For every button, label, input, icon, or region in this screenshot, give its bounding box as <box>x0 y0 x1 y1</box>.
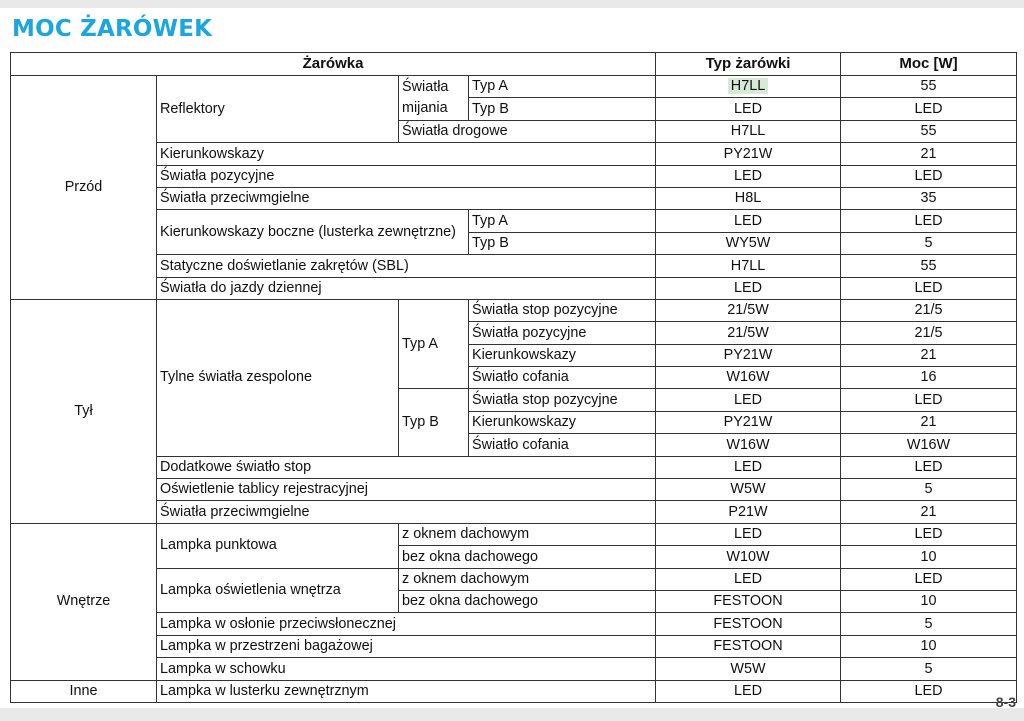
label-type-a: Typ A <box>469 76 656 98</box>
bulb-type-value: PY21W <box>656 344 841 366</box>
label-position-lights: Światła pozycyjne <box>469 322 656 344</box>
bulb-type-value: LED <box>656 277 841 299</box>
bulb-type-value: W10W <box>656 546 841 568</box>
label-visor-lamp: Lampka w osłonie przeciwsłonecznej <box>157 613 656 635</box>
label-type-a: Typ A <box>399 299 469 389</box>
label-room-lamp: Lampka oświetlenia wnętrza <box>157 568 399 613</box>
label-position-lights: Światła pozycyjne <box>157 165 656 187</box>
table-row <box>11 658 1017 680</box>
label-indicators: Kierunkowskazy <box>469 411 656 433</box>
power-value: 21 <box>841 143 1017 165</box>
bulb-type-value: FESTOON <box>656 590 841 612</box>
bulb-type-value: PY21W <box>656 143 841 165</box>
bulb-type-value: W16W <box>656 367 841 389</box>
label-reverse-light: Światło cofania <box>469 434 656 456</box>
power-value: 10 <box>841 590 1017 612</box>
label-stop-position: Światła stop pozycyjne <box>469 389 656 411</box>
table-row <box>11 165 1017 187</box>
power-value: 21 <box>841 344 1017 366</box>
label-low-beam: Światła mijania <box>399 76 469 121</box>
power-value: LED <box>841 277 1017 299</box>
power-value: 55 <box>841 255 1017 277</box>
table-row <box>11 501 1017 523</box>
label-mirror-lamp: Lampka w lusterku zewnętrznym <box>157 680 656 702</box>
power-value: 5 <box>841 479 1017 501</box>
document-page <box>0 8 1024 708</box>
bulb-type-value: H7LL <box>656 255 841 277</box>
label-rear-combo: Tylne światła zespolone <box>157 299 399 456</box>
label-side-indicators: Kierunkowskazy boczne (lusterka zewnętrzne) <box>157 210 469 255</box>
label-fog-lights: Światła przeciwmgielne <box>157 187 656 209</box>
header-bulb-type: Typ żarówki <box>656 53 841 76</box>
power-value: 5 <box>841 658 1017 680</box>
bulb-type-value: LED <box>656 523 841 545</box>
power-value: LED <box>841 568 1017 590</box>
bulb-type-value: LED <box>656 568 841 590</box>
table-row <box>11 613 1017 635</box>
bulb-type-value: WY5W <box>656 232 841 254</box>
power-value: 35 <box>841 187 1017 209</box>
power-value: 55 <box>841 120 1017 142</box>
power-value: LED <box>841 680 1017 702</box>
label-glovebox-lamp: Lampka w schowku <box>157 658 656 680</box>
label-reverse-light: Światło cofania <box>469 367 656 389</box>
power-value: LED <box>841 98 1017 120</box>
label-type-b: Typ B <box>469 98 656 120</box>
power-value: 21/5 <box>841 322 1017 344</box>
label-with-sunroof: z oknem dachowym <box>399 568 656 590</box>
power-value: LED <box>841 456 1017 478</box>
table-row <box>11 143 1017 165</box>
bulb-type-value: LED <box>656 389 841 411</box>
highlighted-bulb-type: H7LL <box>728 78 768 94</box>
bulb-type-value: 21/5W <box>656 299 841 321</box>
page-number: 8-3 <box>995 694 1016 710</box>
bulb-type-value: H8L <box>656 187 841 209</box>
page-title: MOC ŻARÓWEK <box>12 16 213 42</box>
power-value: 21/5 <box>841 299 1017 321</box>
label-indicators: Kierunkowskazy <box>157 143 656 165</box>
bulb-type-value: W16W <box>656 434 841 456</box>
power-value: LED <box>841 523 1017 545</box>
table-row <box>11 680 1017 702</box>
label-extra-stop: Dodatkowe światło stop <box>157 456 656 478</box>
label-stop-position: Światła stop pozycyjne <box>469 299 656 321</box>
power-value: 5 <box>841 613 1017 635</box>
table-row <box>11 187 1017 209</box>
power-value: 10 <box>841 635 1017 657</box>
label-with-sunroof: z oknem dachowym <box>399 523 656 545</box>
table-row <box>11 76 1017 98</box>
bulb-type-value: LED <box>656 680 841 702</box>
section-front: Przód <box>11 76 157 300</box>
bulb-type-value: P21W <box>656 501 841 523</box>
label-without-sunroof: bez okna dachowego <box>399 590 656 612</box>
section-other: Inne <box>11 680 157 702</box>
label-spot-lamp: Lampka punktowa <box>157 523 399 568</box>
table-row <box>11 456 1017 478</box>
power-value: LED <box>841 389 1017 411</box>
bulb-type-value: LED <box>656 210 841 232</box>
label-drl: Światła do jazdy dziennej <box>157 277 656 299</box>
label-type-a: Typ A <box>469 210 656 232</box>
power-value: LED <box>841 165 1017 187</box>
bulb-type-value: W5W <box>656 479 841 501</box>
label-plate-light: Oświetlenie tablicy rejestracyjnej <box>157 479 656 501</box>
table-row <box>11 277 1017 299</box>
power-value: 55 <box>841 76 1017 98</box>
power-value: 10 <box>841 546 1017 568</box>
table-header-row <box>11 53 1017 76</box>
label-indicators: Kierunkowskazy <box>469 344 656 366</box>
table-row <box>11 523 1017 545</box>
table-row <box>11 479 1017 501</box>
bulb-type-value: LED <box>656 165 841 187</box>
power-value: LED <box>841 210 1017 232</box>
bulb-type-value: LED <box>656 98 841 120</box>
power-value: 5 <box>841 232 1017 254</box>
table-row <box>11 299 1017 321</box>
label-type-b: Typ B <box>399 389 469 456</box>
power-value: 21 <box>841 501 1017 523</box>
bulb-type-value: FESTOON <box>656 635 841 657</box>
bulb-type-value: FESTOON <box>656 613 841 635</box>
bulb-type-value: 21/5W <box>656 322 841 344</box>
label-trunk-lamp: Lampka w przestrzeni bagażowej <box>157 635 656 657</box>
table-row <box>11 635 1017 657</box>
bulb-type-value: PY21W <box>656 411 841 433</box>
label-reflectors: Reflektory <box>157 76 399 143</box>
label-fog-lights: Światła przeciwmgielne <box>157 501 656 523</box>
header-power: Moc [W] <box>841 53 1017 76</box>
table-row <box>11 255 1017 277</box>
power-value: 16 <box>841 367 1017 389</box>
label-type-b: Typ B <box>469 232 656 254</box>
section-interior: Wnętrze <box>11 523 157 680</box>
label-without-sunroof: bez okna dachowego <box>399 546 656 568</box>
label-sbl: Statyczne doświetlanie zakrętów (SBL) <box>157 255 656 277</box>
section-rear: Tył <box>11 299 157 523</box>
bulb-type-value: LED <box>656 456 841 478</box>
table-row <box>11 568 1017 590</box>
bulb-type-value: H7LL <box>656 120 841 142</box>
label-high-beam: Światła drogowe <box>399 120 656 142</box>
power-value: W16W <box>841 434 1017 456</box>
power-value: 21 <box>841 411 1017 433</box>
header-bulb: Żarówka <box>11 53 656 76</box>
bulb-type-value: W5W <box>656 658 841 680</box>
bulb-power-table <box>10 52 1017 703</box>
table-row <box>11 210 1017 232</box>
